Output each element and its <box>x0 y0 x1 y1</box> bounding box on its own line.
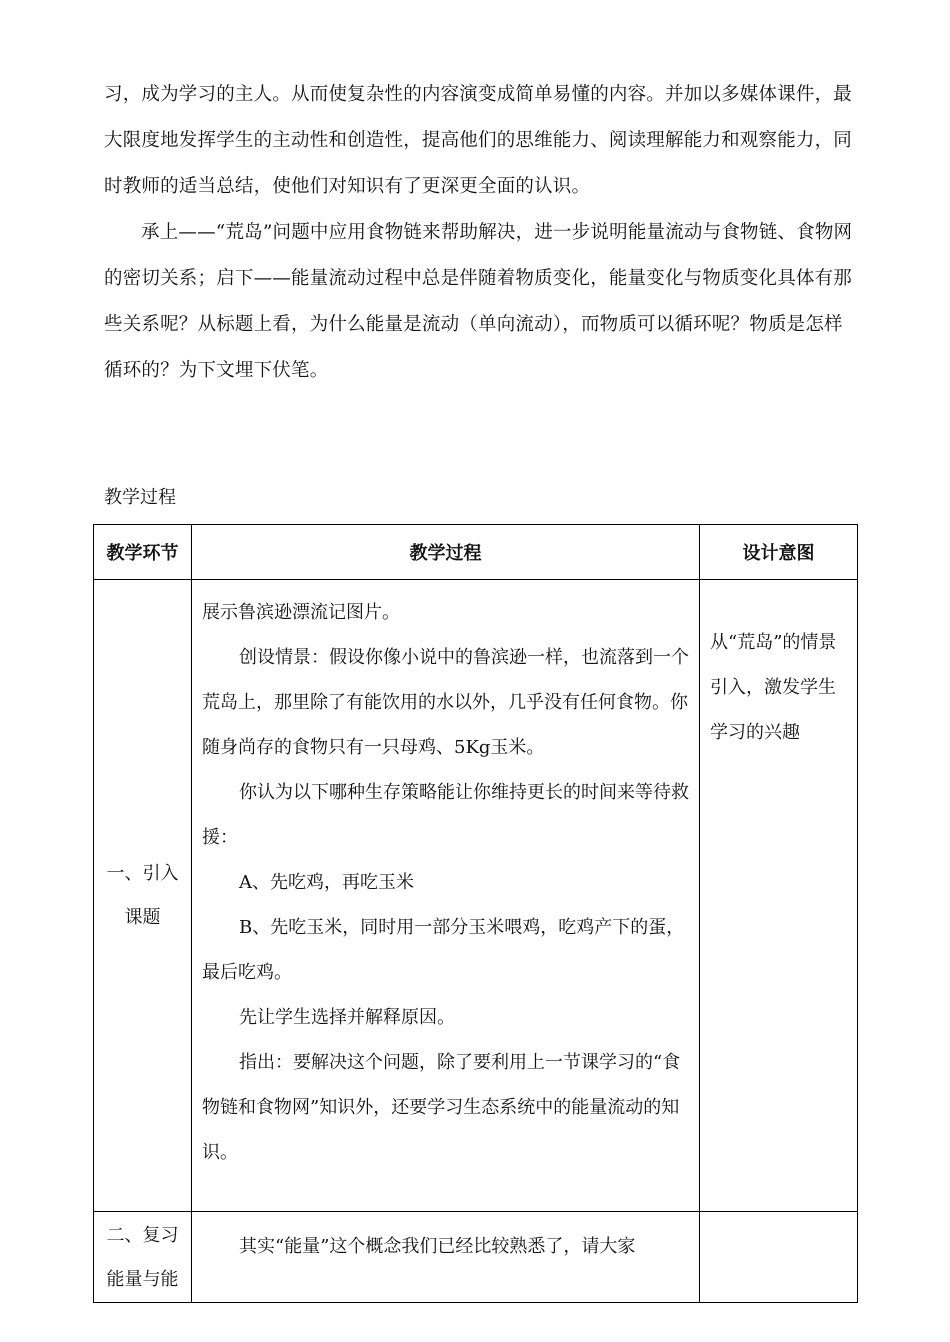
process-line: 创设情景：假设你像小说中的鲁滨逊一样，也流落到一个荒岛上，那里除了有能饮用的水以外，几乎没有任何食物。你随身尚存的食物只有一只母鸡、5Kg玉米。 <box>202 647 689 758</box>
intent-text: 从“荒岛”的情景引入，激发学生学习的兴趣 <box>710 632 837 743</box>
process-line: B、先吃玉米，同时用一部分玉米喂鸡，吃鸡产下的蛋，最后吃鸡。 <box>202 917 685 983</box>
table-header-row <box>94 525 858 580</box>
process-line: 指出：要解决这个问题，除了要利用上一节课学习的“食物链和食物网”知识外，还要学习生态系统中的能量流动的知识。 <box>202 1052 681 1163</box>
process-line: 其实“能量”这个概念我们已经比较熟悉了，请大家 <box>239 1236 636 1257</box>
stage-cell: 一、引入课题 <box>94 580 192 1212</box>
header-stage: 教学环节 <box>94 525 192 580</box>
process-cell <box>192 1212 700 1303</box>
stage-cell: 二、复习能量与能 <box>94 1212 192 1303</box>
intent-cell <box>700 1212 858 1303</box>
intent-cell <box>700 580 858 1212</box>
header-intent: 设计意图 <box>700 525 858 580</box>
intro-paragraph: 习，成为学习的主人。从而使复杂性的内容演变成简单易懂的内容。并加以多媒体课件，最大限度地发挥学生的主动性和创造性，提高他们的思维能力、阅读理解能力和观察能力，同时教师的适当总结，使他们对知识有了更深更全面的认识。 <box>104 84 853 197</box>
transition-paragraph: 承上——“荒岛”问题中应用食物链来帮助解决，进一步说明能量流动与食物链、食物网的密切关系；启下——能量流动过程中总是伴随着物质变化，能量变化与物质变化具体有那些关系呢？从标题上看，为什么能量是流动（单向流动），而物质可以循环呢？物质是怎样循环的？为下文埋下伏笔。 <box>104 222 853 381</box>
process-line: A、先吃鸡，再吃玉米 <box>239 872 414 893</box>
process-line: 你认为以下哪种生存策略能让你维持更长的时间来等待救援： <box>202 782 689 848</box>
header-process: 教学过程 <box>192 525 700 580</box>
process-cell <box>192 580 700 1212</box>
process-line: 展示鲁滨逊漂流记图片。 <box>202 602 400 623</box>
table-row <box>94 1212 858 1303</box>
section-heading: 教学过程 <box>104 487 176 508</box>
process-line: 先让学生选择并解释原因。 <box>239 1007 455 1028</box>
lesson-plan-table <box>93 524 858 1303</box>
table-row <box>94 580 858 1212</box>
